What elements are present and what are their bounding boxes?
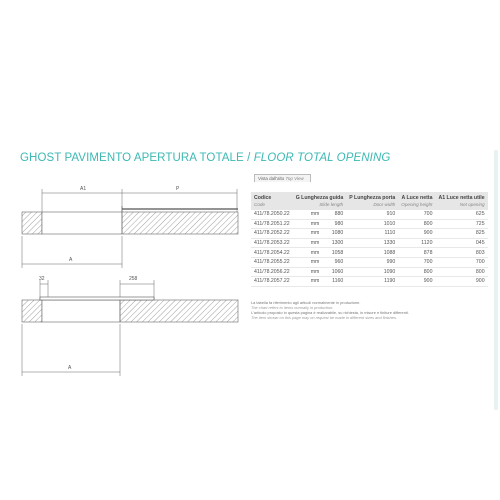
cell-opening-height: 800 [398, 219, 435, 229]
table-row [251, 238, 488, 248]
cell-net-opening: 725 [435, 219, 487, 229]
cell-unit: mm [293, 257, 327, 267]
cell-door-width: 1330 [346, 238, 398, 248]
header-slide-length: G Lunghezza guida [293, 192, 347, 202]
cell-door-width: 1110 [346, 229, 398, 239]
table-row [251, 229, 488, 239]
note-line-2-en: The item shown on this page may on request be made in different sizes and finishes. [251, 314, 397, 320]
cell-door-width: 1190 [346, 277, 398, 287]
header-code: Codice [251, 192, 293, 202]
cell-net-opening: 825 [435, 229, 487, 239]
cell-door-width: 1088 [346, 248, 398, 258]
cell-door-width: 1090 [346, 267, 398, 277]
right-edge-bar [494, 150, 498, 410]
cell-code: 411/78.2051.22 [251, 219, 293, 229]
cell-code: 411/78.2056.22 [251, 267, 293, 277]
view-tab-en: Top View [285, 176, 304, 181]
cell-door-width: 1010 [346, 219, 398, 229]
technical-drawing [0, 0, 250, 380]
specs-table-wrap [251, 192, 484, 287]
cell-unit: mm [293, 238, 327, 248]
cell-slide-length: 880 [326, 210, 346, 219]
cell-net-opening: 800 [435, 267, 487, 277]
cell-net-opening: 803 [435, 248, 487, 258]
note-line-1: La tabella fa riferimento agli articoli normalmente in produzione. [251, 300, 361, 305]
cell-slide-length: 960 [326, 257, 346, 267]
top-dimensions [42, 186, 237, 212]
cell-net-opening: 625 [435, 210, 487, 219]
dim-label-258: 258 [129, 276, 138, 282]
cell-slide-length: 1160 [326, 277, 346, 287]
header-en-door-width: Door width [346, 202, 398, 210]
dim-label-a-bottom: A [68, 365, 72, 371]
cell-unit: mm [293, 277, 327, 287]
bottom-dimensions [39, 276, 154, 300]
note-line-2: L'articolo proposto in questa pagina è realizzabile, su richiesta, in misure e finiture differenti. [251, 309, 409, 315]
table-notes [251, 301, 491, 321]
cell-net-opening: 045 [435, 238, 487, 248]
table-header-row-en [251, 202, 488, 210]
note-line-1-en: The chart refers to items normally in production. [251, 304, 334, 310]
dim-label-p: P [176, 186, 180, 192]
cell-door-width: 990 [346, 257, 398, 267]
cell-code: 411/78.2057.22 [251, 277, 293, 287]
top-wall-section [22, 206, 238, 234]
table-row [251, 248, 488, 258]
dim-label-a-top: A [69, 257, 73, 263]
cell-unit: mm [293, 267, 327, 277]
table-body [251, 210, 488, 286]
cell-unit: mm [293, 210, 327, 219]
cell-slide-length: 1080 [326, 229, 346, 239]
cell-slide-length: 1058 [326, 248, 346, 258]
cell-slide-length: 1300 [326, 238, 346, 248]
cell-opening-height: 878 [398, 248, 435, 258]
cell-unit: mm [293, 229, 327, 239]
cell-code: 411/78.2052.22 [251, 229, 293, 239]
table-header-row [251, 192, 488, 202]
cell-opening-height: 1120 [398, 238, 435, 248]
cell-code: 411/78.2050.22 [251, 210, 293, 219]
table-row [251, 277, 488, 287]
cell-unit: mm [293, 248, 327, 258]
cell-slide-length: 1060 [326, 267, 346, 277]
table-row [251, 257, 488, 267]
table-row [251, 219, 488, 229]
cell-door-width: 910 [346, 210, 398, 219]
cell-opening-height: 900 [398, 277, 435, 287]
bottom-dimension-a [22, 324, 120, 376]
top-dimension-a [22, 236, 122, 268]
cell-code: 411/78.2053.22 [251, 238, 293, 248]
cell-opening-height: 900 [398, 229, 435, 239]
dim-label-a1: A1 [80, 186, 87, 192]
dim-label-32: 32 [39, 276, 45, 282]
cell-opening-height: 800 [398, 267, 435, 277]
title-main: GHOST PAVIMENTO APERTURA TOTALE / [20, 152, 254, 164]
cell-net-opening: 900 [435, 277, 487, 287]
cell-slide-length: 980 [326, 219, 346, 229]
cell-net-opening: 700 [435, 257, 487, 267]
title-italic: FLOOR TOTAL OPENING [253, 152, 391, 164]
header-en-code: Code [251, 202, 293, 210]
cell-opening-height: 700 [398, 210, 435, 219]
table-row [251, 210, 488, 219]
cell-unit: mm [293, 219, 327, 229]
header-opening-height: A Luce netta [398, 192, 435, 202]
header-door-width: P Lunghezza porta [346, 192, 398, 202]
bottom-wall-section [22, 297, 238, 322]
header-en-slide-length: Slide length [293, 202, 347, 210]
cell-opening-height: 700 [398, 257, 435, 267]
header-en-opening-height: Opening height [398, 202, 435, 210]
cell-code: 411/78.2055.22 [251, 257, 293, 267]
view-tab-it: Vista dall'alto [258, 176, 286, 181]
table-row [251, 267, 488, 277]
top-view-tab [254, 174, 311, 182]
header-en-net-opening: Net opening [435, 202, 487, 210]
specs-table [251, 192, 488, 287]
cell-code: 411/78.2054.22 [251, 248, 293, 258]
header-net-opening: A1 Luce netta utile [435, 192, 487, 202]
